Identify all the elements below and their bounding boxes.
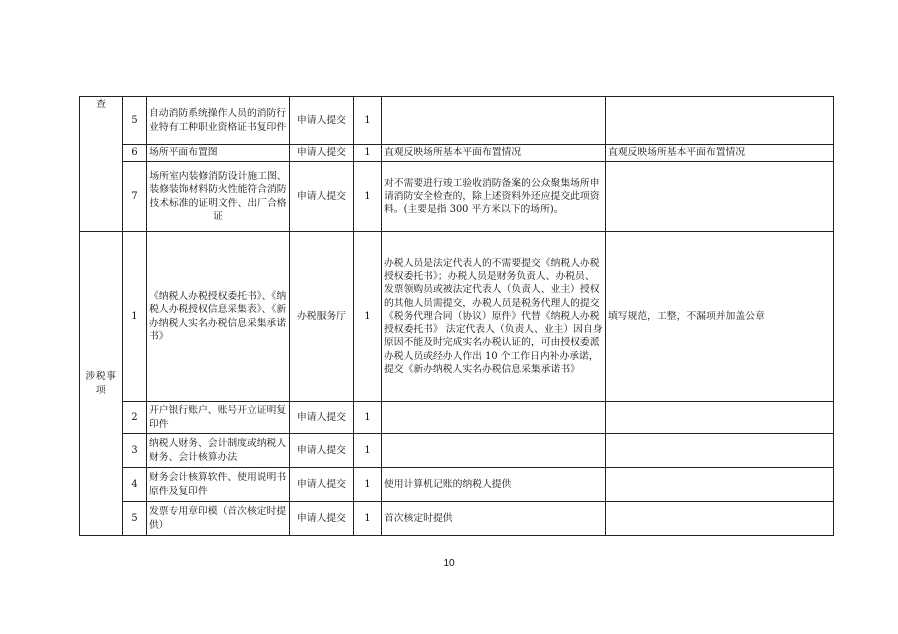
table-row [80,232,834,402]
material-requirement [606,502,834,536]
material-name: 场所室内装修消防设计施工图、装修装饰材料防火性能符合消防技术标准的证明文件、出厂合格证 [147,162,290,232]
table-row [80,162,834,232]
material-description: 直观反映场所基本平面布置情况 [382,145,606,162]
section-label-tax: 涉税事项 [80,232,123,536]
material-name: 发票专用章印模（首次核定时提供） [147,502,290,536]
material-requirement [606,97,834,145]
table-row [80,434,834,468]
materials-table [79,96,834,536]
submission-source: 申请人提交 [290,97,354,145]
submission-source: 申请人提交 [290,402,354,434]
material-requirement [606,162,834,232]
material-name: 自动消防系统操作人员的消防行业特有工种职业资格证书复印件 [147,97,290,145]
copy-count: 1 [354,402,382,434]
material-description [382,402,606,434]
material-name: 财务会计核算软件、使用说明书原件及复印件 [147,468,290,502]
copy-count: 1 [354,232,382,402]
material-requirement: 填写规范，工整，不漏项并加盖公章 [606,232,834,402]
material-name: 《纳税人办税授权委托书》、《纳税人办税授权信息采集表》、《新办纳税人实名办税信息采集承诺书》 [147,232,290,402]
material-description [382,97,606,145]
table-row [80,145,834,162]
row-number: 4 [123,468,147,502]
copy-count: 1 [354,145,382,162]
row-number: 5 [123,97,147,145]
table-row [80,468,834,502]
copy-count: 1 [354,468,382,502]
material-name: 开户银行账户、账号开立证明复印件 [147,402,290,434]
material-requirement: 直观反映场所基本平面布置情况 [606,145,834,162]
submission-source: 申请人提交 [290,468,354,502]
row-number: 2 [123,402,147,434]
table-row [80,502,834,536]
section-label-fire: 查 [80,97,123,232]
material-description: 办税人员是法定代表人的不需要提交《纳税人办税授权委托书》；办税人员是财务负责人、办税员、发票领购员或被法定代表人（负责人、业主）授权的其他人员需提交，办税人员是税务代理人的提交《税务代理合同（协议）原件》代替《纳税人办税授权委托书》 法定代表人（负责人、业主）因自身原因不能及时完成实名办税认证的，可由授权委派办税人员或经办人作出 10 个工作日内补办承诺，提交《新办纳税人实名办税信息采集承诺书》 [382,232,606,402]
submission-source: 申请人提交 [290,162,354,232]
submission-source: 申请人提交 [290,434,354,468]
row-number: 6 [123,145,147,162]
submission-source: 办税服务厅 [290,232,354,402]
table-row [80,402,834,434]
material-requirement [606,434,834,468]
table-row [80,97,834,145]
material-requirement [606,402,834,434]
material-description: 对不需要进行竣工验收消防备案的公众聚集场所申请消防安全检查的，除上述资料外还应提交此项资料。(主要是指 300 平方米以下的场所)。 [382,162,606,232]
material-name: 纳税人财务、会计制度或纳税人财务、会计核算办法 [147,434,290,468]
material-description: 首次核定时提供 [382,502,606,536]
submission-source: 申请人提交 [290,502,354,536]
copy-count: 1 [354,97,382,145]
copy-count: 1 [354,502,382,536]
material-description: 使用计算机记账的纳税人提供 [382,468,606,502]
submission-source: 申请人提交 [290,145,354,162]
row-number: 1 [123,232,147,402]
copy-count: 1 [354,434,382,468]
row-number: 7 [123,162,147,232]
row-number: 5 [123,502,147,536]
material-requirement [606,468,834,502]
copy-count: 1 [354,162,382,232]
material-name: 场所平面布置图 [147,145,290,162]
material-description [382,434,606,468]
page-number: 10 [443,558,455,569]
row-number: 3 [123,434,147,468]
